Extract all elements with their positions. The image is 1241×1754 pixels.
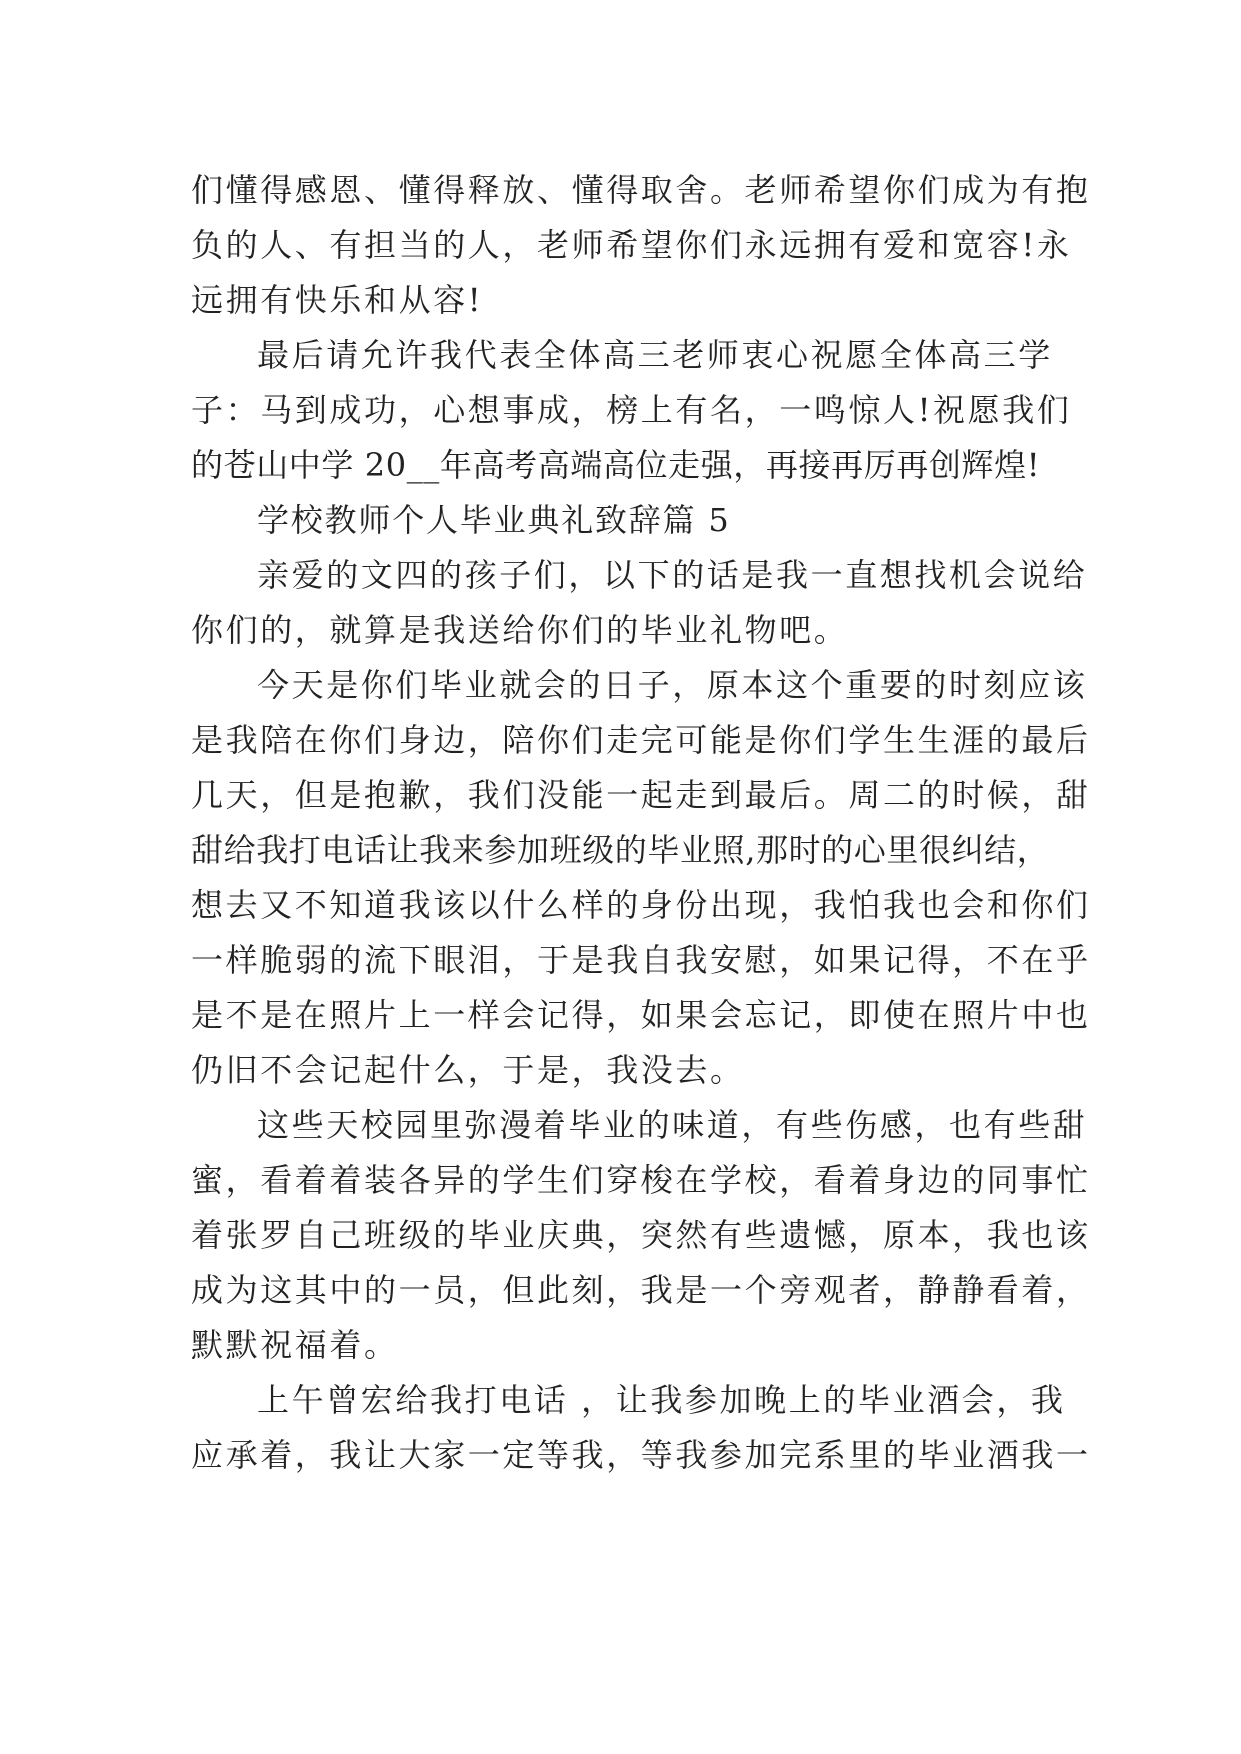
text-line: 蜜，看着着装各异的学生们穿梭在学校，看着身边的同事忙 <box>191 1161 1091 1199</box>
paragraph-first-line: 上午曾宏给我打电话 ，让我参加晚上的毕业酒会，我 <box>257 1381 1066 1419</box>
text-line: 负的人、有担当的人，老师希望你们永远拥有爱和宽容!永 <box>191 226 1072 264</box>
text-line: 应承着，我让大家一定等我，等我参加完系里的毕业酒我一 <box>191 1436 1091 1474</box>
text-line: 想去又不知道我该以什么样的身份出现，我怕我也会和你们 <box>191 886 1091 924</box>
text-line: 着张罗自己班级的毕业庆典，突然有些遗憾，原本，我也该 <box>191 1216 1091 1254</box>
text-line: 是我陪在你们身边，陪你们走完可能是你们学生生涯的最后 <box>191 721 1091 759</box>
text-line: 远拥有快乐和从容! <box>191 281 484 319</box>
text-line: 是不是在照片上一样会记得，如果会忘记，即使在照片中也 <box>191 996 1091 1034</box>
document-body <box>191 163 1091 1483</box>
paragraph-first-line: 最后请允许我代表全体高三老师衷心祝愿全体高三学 <box>257 336 1053 374</box>
text-line: 甜给我打电话让我来参加班级的毕业照,那时的心里很纠结， <box>191 831 1050 869</box>
text-line: 你们的，就算是我送给你们的毕业礼物吧。 <box>191 611 849 649</box>
text-line: 一样脆弱的流下眼泪，于是我自我安慰，如果记得，不在乎 <box>191 941 1091 979</box>
text-line: 成为这其中的一员，但此刻，我是一个旁观者，静静看着， <box>191 1271 1091 1309</box>
section-heading: 学校教师个人毕业典礼致辞篇 5 <box>257 501 731 539</box>
paragraph-first-line: 今天是你们毕业就会的日子，原本这个重要的时刻应该 <box>257 666 1088 704</box>
text-line: 几天，但是抱歉，我们没能一起走到最后。周二的时候，甜 <box>191 776 1091 814</box>
text-line: 子：马到成功，心想事成，榜上有名，一鸣惊人!祝愿我们 <box>191 391 1072 429</box>
text-line: 们懂得感恩、懂得释放、懂得取舍。老师希望你们成为有抱 <box>191 171 1091 209</box>
paragraph-first-line: 亲爱的文四的孩子们，以下的话是我一直想找机会说给 <box>257 556 1088 594</box>
text-line: 默默祝福着。 <box>191 1326 399 1364</box>
paragraph-first-line: 这些天校园里弥漫着毕业的味道，有些伤感，也有些甜 <box>257 1106 1088 1144</box>
text-line: 仍旧不会记起什么，于是，我没去。 <box>191 1051 745 1089</box>
text-line: 的苍山中学 20__年高考高端高位走强，再接再厉再创辉煌! <box>191 446 1041 484</box>
